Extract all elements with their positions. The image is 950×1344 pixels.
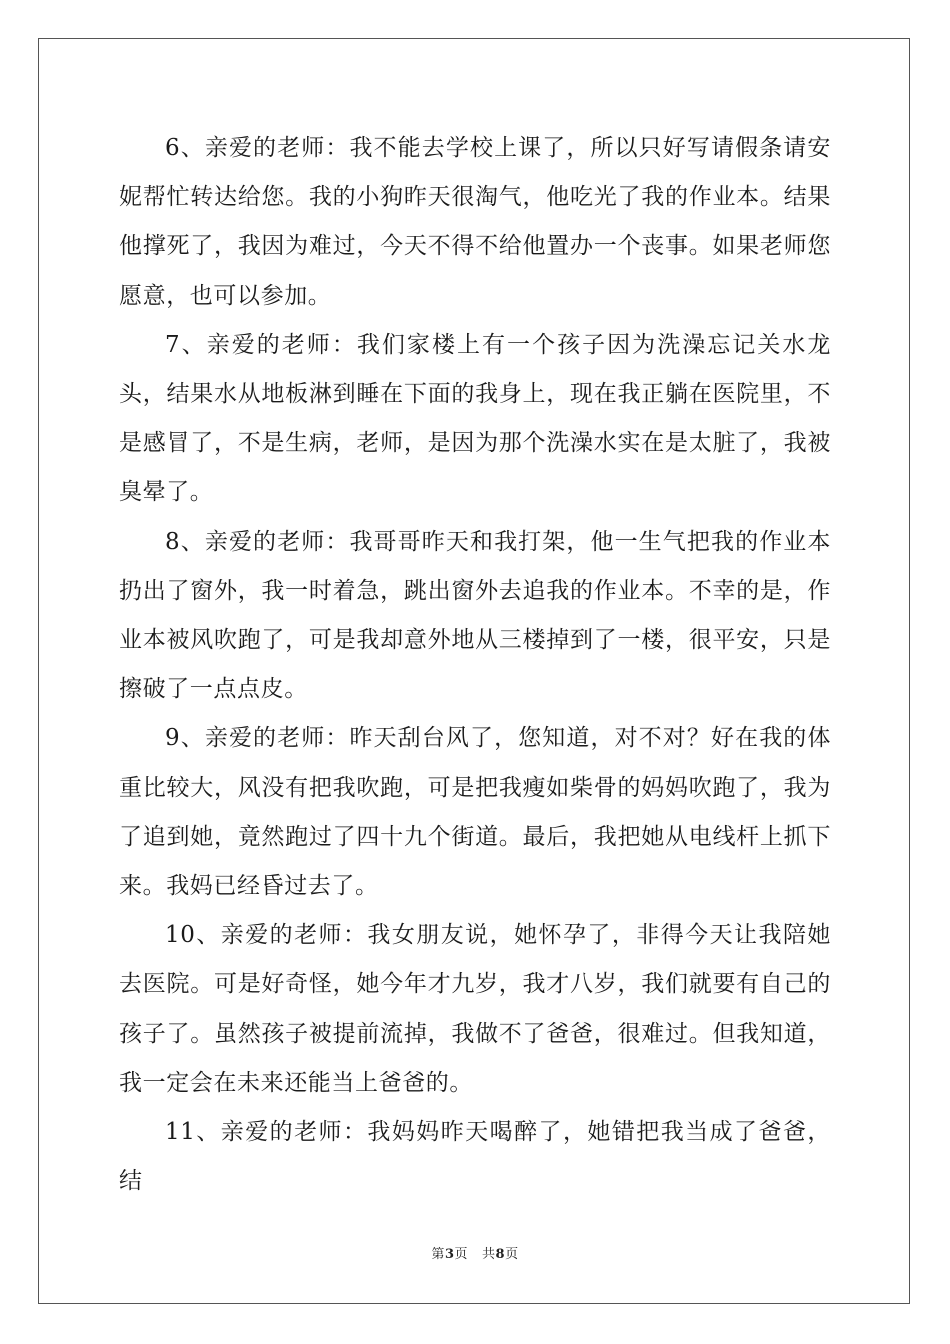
page-label-prefix: 第 [431, 1247, 445, 1262]
paragraph-11: 11、亲爱的老师：我妈妈昨天喝醉了，她错把我当成了爸爸，结 [119, 1119, 831, 1195]
total-label-suffix: 页 [505, 1247, 519, 1262]
total-label-prefix: 共 [482, 1247, 496, 1262]
paragraph-9: 9、亲爱的老师：昨天刮台风了，您知道，对不对？好在我的体重比较大，风没有把我吹跑，可是把我瘦如柴骨的妈妈吹跑了，我为了追到她，竟然跑过了四十九个街道。最后，我把她从电线杆上抓下来。我妈已经昏过去了。 [119, 725, 831, 900]
paragraph-7: 7、亲爱的老师：我们家楼上有一个孩子因为洗澡忘记关水龙头，结果水从地板淋到睡在下面的我身上，现在我正躺在医院里，不是感冒了，不是生病，老师，是因为那个洗澡水实在是太脏了，我被臭晕了。 [119, 331, 831, 506]
paragraph-8: 8、亲爱的老师：我哥哥昨天和我打架，他一生气把我的作业本扔出了窗外，我一时着急，跳出窗外去追我的作业本。不幸的是，作业本被风吹跑了，可是我却意外地从三楼掉到了一楼，很平安，只是擦破了一点点皮。 [119, 528, 831, 703]
page-footer [0, 1243, 950, 1262]
page-label-suffix: 页 [454, 1247, 468, 1262]
paragraph-6: 6、亲爱的老师：我不能去学校上课了，所以只好写请假条请安妮帮忙转达给您。我的小狗昨天很淘气，他吃光了我的作业本。结果他撑死了，我因为难过，今天不得不给他置办一个丧事。如果老师您愿意，也可以参加。 [119, 135, 831, 309]
paragraph-10: 10、亲爱的老师：我女朋友说，她怀孕了，非得今天让我陪她去医院。可是好奇怪，她今年才九岁，我才八岁，我们就要有自己的孩子了。虽然孩子被提前流掉，我做不了爸爸，很难过。但我知道，我一定会在未来还能当上爸爸的。 [119, 922, 831, 1096]
document-body [119, 124, 831, 1206]
current-page-number: 3 [444, 1247, 455, 1262]
total-page-number: 8 [495, 1247, 506, 1262]
